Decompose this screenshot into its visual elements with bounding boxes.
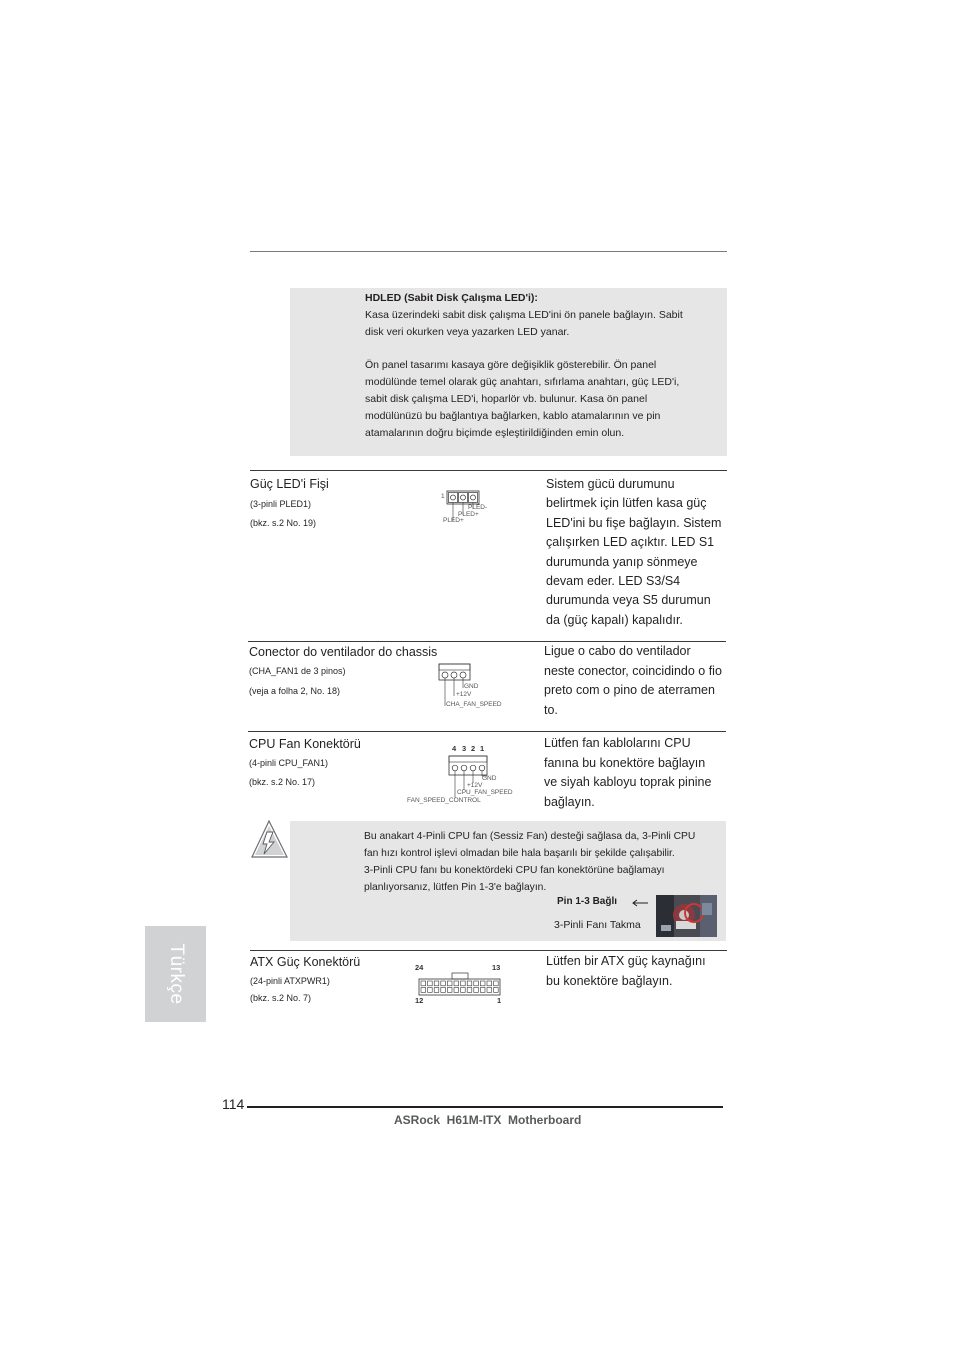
footer-product: ASRock H61M-ITX Motherboard (394, 1113, 582, 1127)
cpu-fan-pin-1: 1 (480, 744, 485, 753)
fan-photo-svg (656, 895, 717, 937)
warning-triangle-svg (248, 818, 290, 860)
atx-pin-cell (421, 981, 426, 986)
cha-fan-connector-diagram (438, 663, 513, 713)
cpu-fan-pin-2: 2 (471, 744, 476, 753)
pled-sub2: (bkz. s.2 No. 19) (250, 518, 317, 528)
atx-pin-cell (487, 988, 492, 993)
atx-pin-cell (441, 981, 446, 986)
pled-sub1: (3-pinli PLED1) (250, 499, 312, 509)
atx-pin-cell (474, 988, 479, 993)
pled-desc-2: belirtmek için lütfen kasa güç (546, 496, 707, 511)
atx-pin-cell (428, 988, 433, 993)
atx-pin-cell (494, 988, 499, 993)
hdled-title: HDLED (Sabit Disk Çalışma LED'i): (365, 292, 538, 304)
warning-note (364, 828, 726, 896)
atx-pin-cell (454, 988, 459, 993)
cpu-fan-desc-3: ve siyah kabloyu toprak pinine (544, 775, 712, 790)
pled-description (546, 475, 731, 630)
language-tab-label: Türkçe (165, 943, 187, 1005)
hdled-para2-2: modülünde temel olarak güç anahtarı, sıfırlama anahtarı, güç LED'i, (365, 376, 680, 388)
pled-desc-8: da (güç kapalı) kapalıdır. (546, 612, 683, 627)
cha-fan-speed-label: CHA_FAN_SPEED (446, 701, 502, 708)
cpu-fan-desc-4: bağlayın. (544, 794, 595, 809)
cha-fan-sub2: (veja a folha 2, No. 18) (249, 686, 341, 696)
pled-minus-label: PLED- (468, 504, 488, 511)
pled-title: Güç LED'i Fişi (250, 477, 329, 491)
atx-pin-cell (428, 981, 433, 986)
pled-desc-3: LED'ini bu fişe bağlayın. Sistem (546, 515, 722, 530)
atx-pin-cell (467, 981, 472, 986)
atx-pin-cell (474, 981, 479, 986)
cha-fan-desc-2: neste conector, coincidindo o fio (544, 663, 722, 678)
atx-connector-diagram (412, 962, 507, 1008)
warning-line-3: 3-Pinli CPU fanı bu konektördeki CPU fan konektörüne bağlamayı (364, 865, 665, 876)
pled-rule (250, 470, 727, 471)
fan-install-photo (656, 895, 717, 937)
cpu-fan-12v-label: +12V (467, 782, 483, 789)
warning-line-1: Bu anakart 4-Pinli CPU fan (Sessiz Fan) desteği sağlasa da, 3-Pinli CPU (364, 831, 696, 842)
hdled-note (365, 290, 725, 442)
fan-install-label: 3-Pinli Fanı Takma (554, 919, 641, 931)
cpu-fan-description (544, 734, 734, 812)
hdled-para2-1: Ön panel tasarımı kasaya göre değişiklik gösterebilir. Ön panel (365, 359, 657, 371)
pled-connector-diagram (440, 490, 500, 530)
cpu-fan-gnd-label: GND (482, 775, 497, 782)
hdled-line2: disk veri okurken veya yazarken LED yanar. (365, 326, 570, 338)
hdled-para2-5: atamalarının doğru biçimde eşleştirildiğinden emin olun. (365, 427, 625, 439)
atx-pin-13: 13 (492, 963, 501, 972)
atx-pin-cell (487, 981, 492, 986)
cpu-fan-control-label: FAN_SPEED_CONTROL (407, 797, 481, 804)
cpu-fan-rule (248, 731, 726, 732)
atx-pin-cell (461, 981, 466, 986)
atx-pin-cell (480, 988, 485, 993)
footer-rule (247, 1106, 723, 1108)
atx-pin-cell (447, 981, 452, 986)
atx-title: ATX Güç Konektörü (250, 955, 361, 969)
pled-desc-1: Sistem gücü durumunu (546, 477, 675, 491)
top-rule (250, 251, 727, 252)
language-tab (145, 926, 206, 1022)
pled-desc-4: çalışırken LED açıktır. LED S1 (546, 535, 715, 550)
pled-pin1-label: 1 (441, 493, 445, 500)
cpu-fan-connector-diagram (405, 743, 525, 808)
pled-plus-label-1: PLED+ (458, 511, 479, 518)
atx-desc-1: Lütfen bir ATX güç kaynağını (546, 954, 706, 968)
cpu-fan-speed-label: CPU_FAN_SPEED (457, 789, 513, 796)
warning-line-4: planlıyorsanız, lütfen Pin 1-3'e bağlayın. (364, 882, 547, 893)
cha-fan-desc-4: to. (544, 702, 558, 717)
hdled-line1: Kasa üzerindeki sabit disk çalışma LED'ini ön panele bağlayın. Sabit (365, 309, 683, 321)
arrow-left-icon (630, 896, 650, 908)
atx-pin-24: 24 (415, 963, 424, 972)
cha-fan-desc-3: preto com o pino de aterramen (544, 683, 715, 698)
pled-plus-label-2: PLED+ (443, 517, 464, 524)
atx-pin-cell (441, 988, 446, 993)
cha-fan-12v-label: +12V (456, 691, 472, 698)
atx-description (546, 952, 736, 991)
cpu-fan-sub2: (bkz. s.2 No. 17) (249, 777, 316, 787)
hdled-para2-3: sabit disk çalışma LED'i, hoparlör vb. bulunur. Kasa ön panel (365, 393, 648, 405)
cpu-fan-desc-1: Lütfen fan kablolarını CPU (544, 736, 691, 750)
pled-desc-7: durumunda veya S5 durumun (546, 593, 711, 608)
cha-fan-title: Conector do ventilador do chassis (249, 645, 438, 659)
atx-pin-cell (434, 981, 439, 986)
pled-desc-6: devam eder. LED S3/S4 (546, 574, 681, 589)
cha-fan-gnd-label: GND (464, 683, 479, 690)
atx-connector-svg (412, 962, 507, 1008)
warning-icon (248, 818, 290, 860)
atx-pin-cell (447, 988, 452, 993)
cpu-fan-pin-3: 3 (462, 744, 467, 753)
atx-pin-cell (480, 981, 485, 986)
warning-line-2: fan hızı kontrol işlevi olmadan bile hala başarılı bir şekilde çalışabilir. (364, 848, 675, 859)
atx-pin-cell (494, 981, 499, 986)
atx-pin-cell (467, 988, 472, 993)
atx-sub1: (24-pinli ATXPWR1) (250, 976, 330, 986)
cpu-fan-title: CPU Fan Konektörü (249, 737, 361, 751)
atx-desc-2: bu konektöre bağlayın. (546, 973, 673, 988)
atx-pin-cell (461, 988, 466, 993)
cpu-fan-pin-4: 4 (452, 744, 457, 753)
hdled-para2-4: modülünüzü bu bağlantıya bağlarken, kablo atamalarının ve pin (365, 410, 661, 422)
atx-pin-cell (454, 981, 459, 986)
cpu-fan-desc-2: fanına bu konektöre bağlayın (544, 755, 706, 770)
atx-sub2: (bkz. s.2 No. 7) (250, 993, 312, 1003)
atx-rule (250, 950, 727, 951)
cha-fan-description (544, 642, 734, 720)
atx-pin-cell (434, 988, 439, 993)
cpu-fan-sub1: (4-pinli CPU_FAN1) (249, 758, 329, 768)
atx-pin-1: 1 (497, 996, 502, 1005)
cha-fan-sub1: (CHA_FAN1 de 3 pinos) (249, 666, 346, 676)
pin-connected-label: Pin 1-3 Bağlı (557, 896, 618, 907)
page-number: 114 (222, 1096, 245, 1112)
atx-pin-cell (421, 988, 426, 993)
pled-desc-5: durumunda yanıp sönmeye (546, 554, 698, 569)
cha-fan-desc-1: Ligue o cabo do ventilador (544, 644, 691, 658)
atx-pin-12: 12 (415, 996, 424, 1005)
